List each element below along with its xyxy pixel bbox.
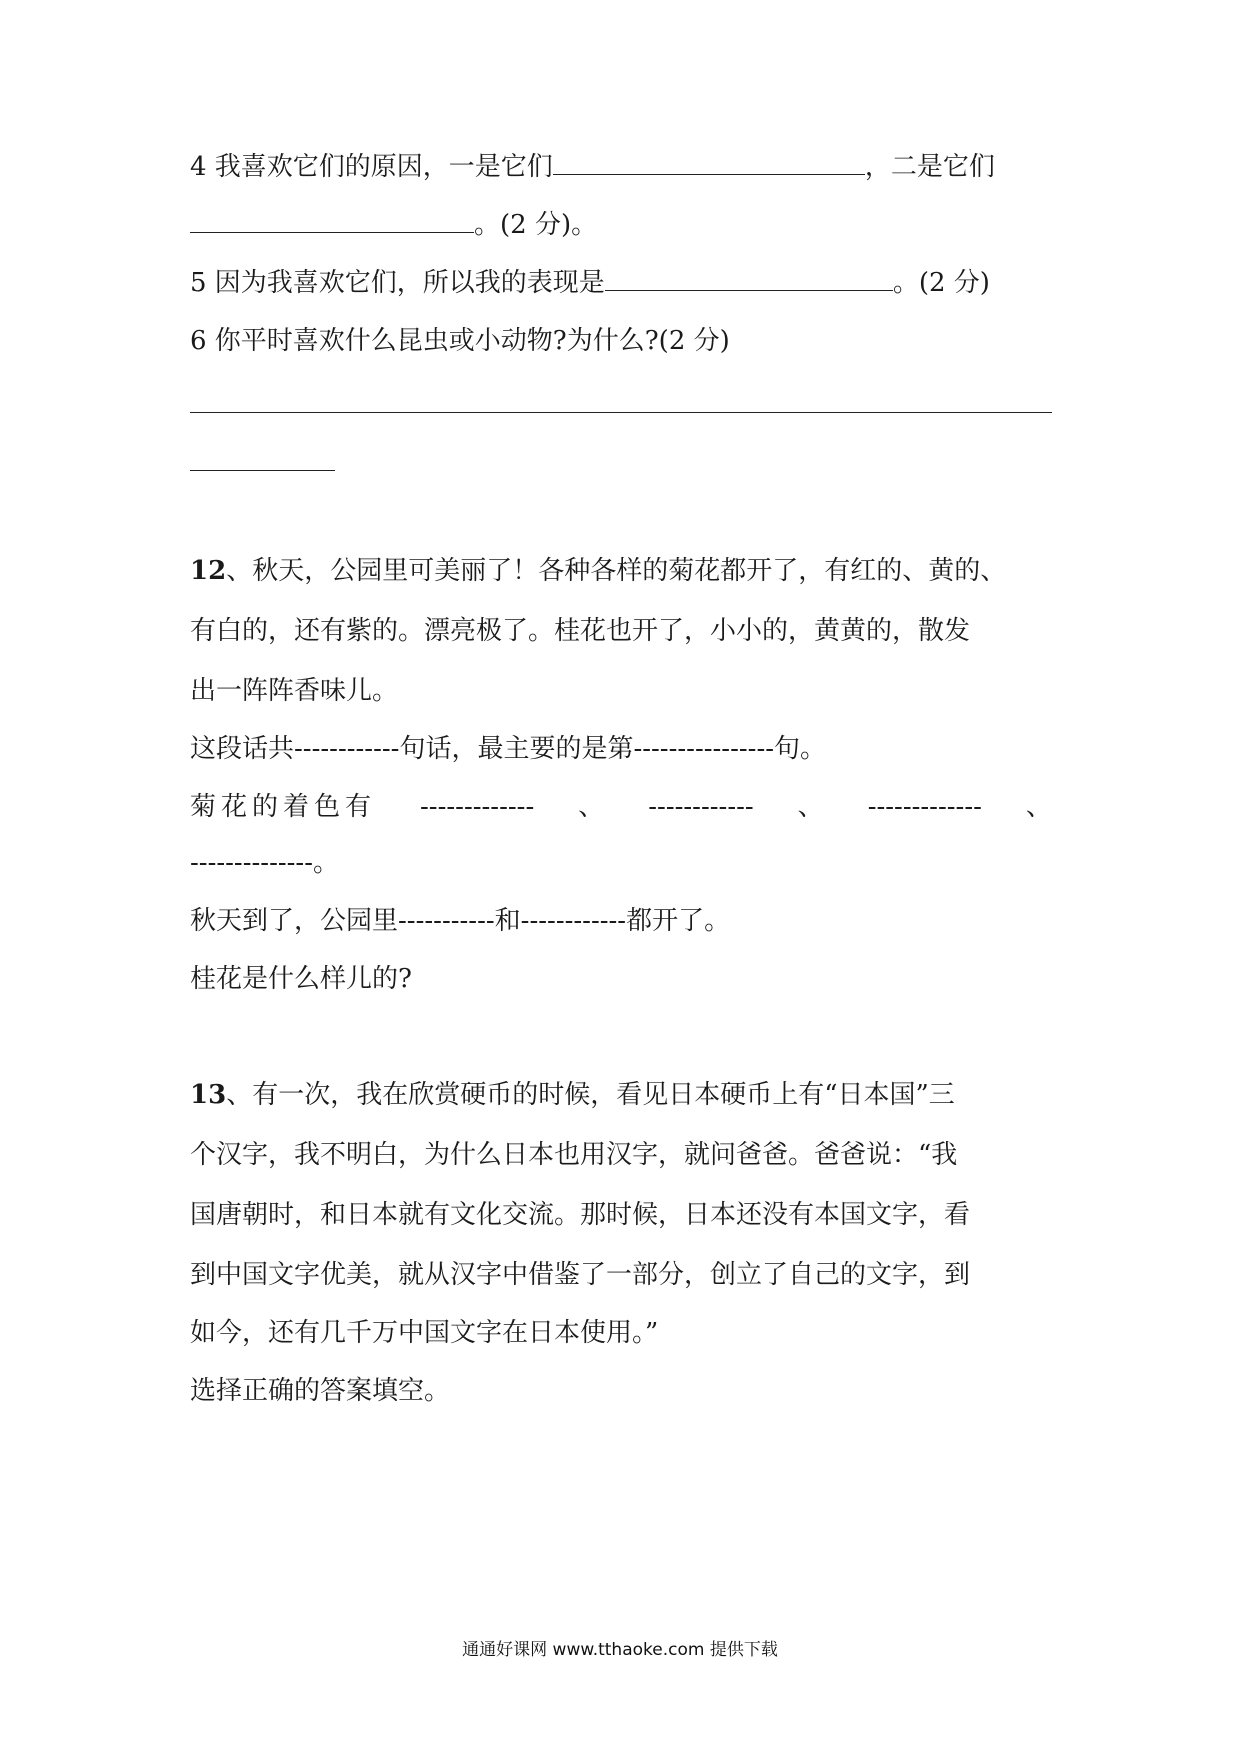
question-6-answer-line-1[interactable] [190,412,1052,413]
question-5-end: 。(2 分) [892,268,990,298]
question-12b-blank-1[interactable]: ------------- [420,792,535,822]
question-12b-prefix: 菊花的着色有 [190,792,377,822]
passage-12-number: 12 [190,556,227,586]
question-6-text: 6 你平时喜欢什么昆虫或小动物?为什么?(2 分) [190,326,730,356]
question-12b-blank-3[interactable]: ------------- [867,792,982,822]
question-12b-sep-1: 、 [578,792,605,822]
question-12c-blank-2[interactable]: ------------ [520,906,627,936]
question-12c-blank-1[interactable]: ----------- [398,906,495,936]
question-12a-end: 句。 [774,734,827,764]
question-12b-sep-2: 、 [797,792,824,822]
question-12c-end: 都开了。 [626,906,731,936]
passage-13-line-5: 如今，还有几千万中国文字在日本使用。” [190,1318,659,1348]
question-12a-prefix: 这段话共 [190,734,295,764]
question-12a-blank-2[interactable]: ---------------- [633,734,775,764]
question-4-line-2 [190,208,597,242]
question-5-prefix: 5 因为我喜欢它们，所以我的表现是 [190,268,605,298]
question-12c-prefix: 秋天到了，公园里 [190,906,399,936]
question-6-answer-line-2[interactable] [190,470,335,471]
page-footer: 通通好课网 www.tthaoke.com 提供下载 [462,1640,778,1660]
question-4-line-1 [190,150,995,184]
question-12b [190,790,1052,824]
passage-13-number: 13 [190,1080,227,1110]
passage-13-line-1 [190,1078,1052,1112]
passage-13-line-2: 个汉字，我不明白，为什么日本也用汉字，就问爸爸。爸爸说：“我 [190,1140,958,1170]
passage-12-line-1-text: 、秋天，公园里可美丽了！各种各样的菊花都开了，有红的、黄的、 [226,556,1007,586]
passage-12-line-2: 有白的，还有紫的。漂亮极了。桂花也开了，小小的，黄黄的，散发 [190,616,971,646]
question-4-mid: ，二是它们 [864,152,995,182]
question-12a [190,732,826,766]
question-12b-sep-3: 、 [1025,792,1052,822]
question-12a-blank-1[interactable]: ------------ [294,734,400,764]
passage-13-instruction: 选择正确的答案填空。 [190,1376,451,1406]
question-12b-line-2 [190,846,339,880]
question-5-line [190,266,990,300]
question-12b-blank-4[interactable]: -------------- [190,848,313,878]
question-5-blank[interactable] [605,268,893,291]
passage-12-line-1 [190,554,1052,588]
question-12b-blank-2[interactable]: ------------ [648,792,754,822]
question-12d: 桂花是什么样儿的? [190,964,412,994]
question-4-prefix: 4 我喜欢它们的原因，一是它们 [190,152,553,182]
passage-13-line-4: 到中国文字优美，就从汉字中借鉴了一部分，创立了自己的文字，到 [190,1260,971,1290]
passage-13-line-3: 国唐朝时，和日本就有文化交流。那时候，日本还没有本国文字，看 [190,1200,971,1230]
question-4-blank-1[interactable] [553,152,865,175]
question-12c [190,904,730,938]
passage-12-line-3: 出一阵阵香味儿。 [190,676,399,706]
question-12c-mid: 和 [494,906,521,936]
question-4-end: 。(2 分)。 [474,210,598,240]
question-4-blank-2[interactable] [190,210,474,233]
passage-13-line-1-text: 、有一次，我在欣赏硬币的时候，看见日本硬币上有“日本国”三 [226,1080,955,1110]
question-12a-mid: 句话，最主要的是第 [399,734,634,764]
question-12b-end: 。 [313,848,340,878]
